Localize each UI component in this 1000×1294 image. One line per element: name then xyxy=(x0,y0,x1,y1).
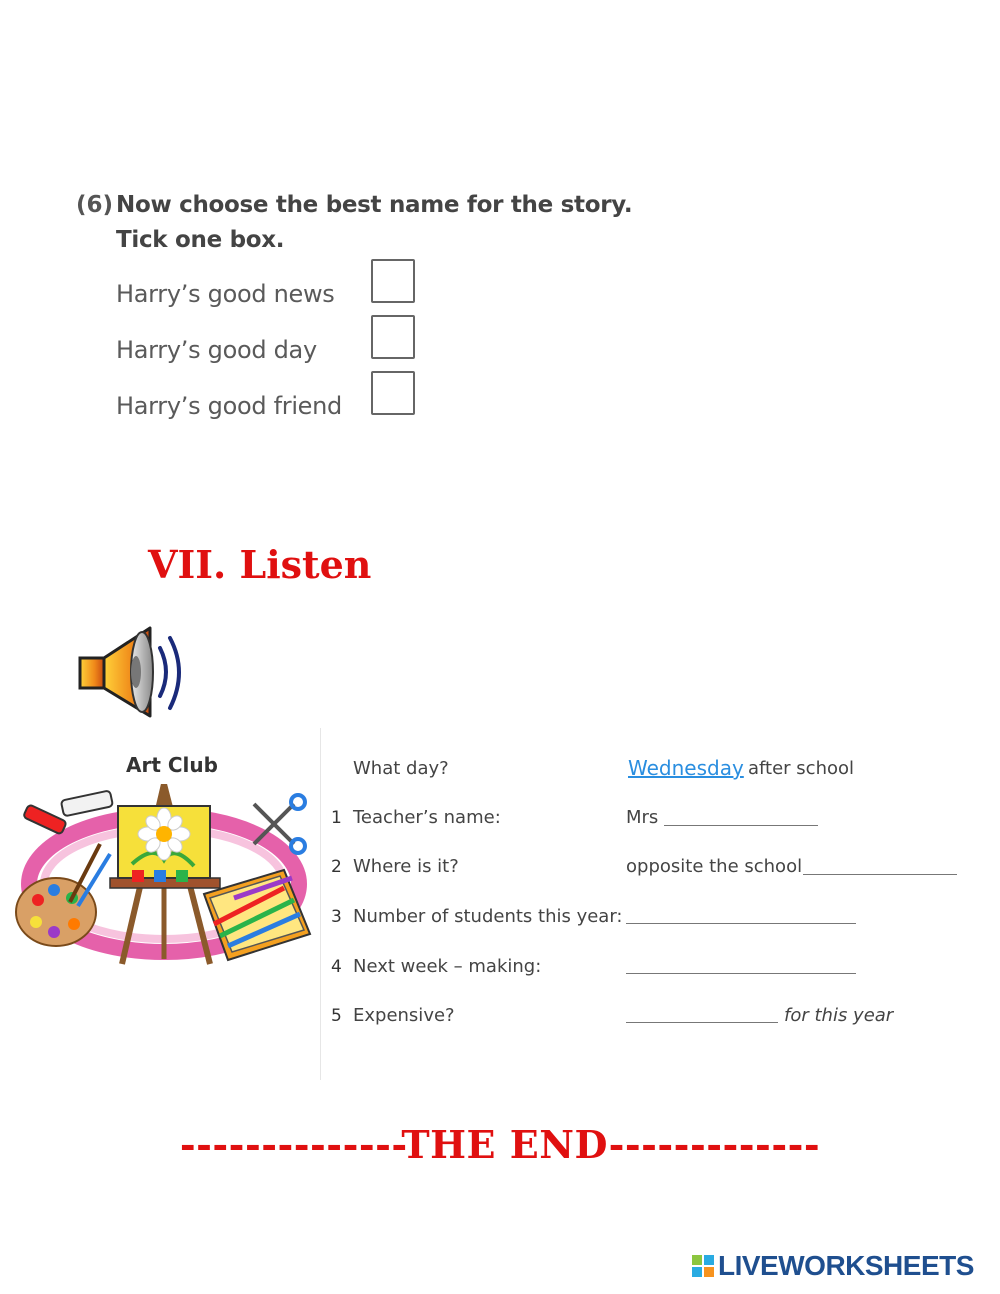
divider xyxy=(320,728,321,1080)
item-number-1: 1 xyxy=(331,808,342,828)
speaker-icon[interactable] xyxy=(76,622,191,720)
question-instruction: Tick one box. xyxy=(116,227,285,253)
example-suffix: after school xyxy=(748,758,855,779)
item-prefix-2: opposite the school xyxy=(626,856,803,877)
art-club-title: Art Club xyxy=(126,753,218,777)
question-title: Now choose the best name for the story. xyxy=(116,192,633,218)
item-label-5: Expensive? xyxy=(353,1005,455,1026)
item-label-3: Number of students this year: xyxy=(353,906,623,927)
item-prefix-1: Mrs xyxy=(626,807,659,828)
section-heading: VII. Listen xyxy=(148,542,372,587)
item-number-2: 2 xyxy=(331,857,342,877)
answer-blank-5[interactable] xyxy=(626,1022,778,1023)
art-supplies-illustration xyxy=(14,784,314,969)
option-label-3: Harry’s good friend xyxy=(116,392,342,420)
answer-blank-2[interactable] xyxy=(803,874,957,875)
example-answer: Wednesday xyxy=(628,756,744,780)
item-label-1: Teacher’s name: xyxy=(353,807,501,828)
liveworksheets-logo[interactable] xyxy=(692,1250,974,1282)
brand-name: LIVEWORKSHEETS xyxy=(718,1250,974,1281)
option-label-1: Harry’s good news xyxy=(116,280,335,308)
item-label-2: Where is it? xyxy=(353,856,459,877)
item-label-4: Next week – making: xyxy=(353,956,542,977)
item-number-5: 5 xyxy=(331,1006,342,1026)
liveworksheets-logo-icon xyxy=(692,1255,714,1277)
item-number-4: 4 xyxy=(331,957,342,977)
answer-blank-4[interactable] xyxy=(626,973,856,974)
answer-blank-1[interactable] xyxy=(664,825,818,826)
example-label: What day? xyxy=(353,758,449,779)
item-suffix-5: for this year xyxy=(784,1005,894,1026)
option-checkbox-3[interactable] xyxy=(371,371,415,415)
question-number: (6) xyxy=(76,192,114,218)
option-checkbox-1[interactable] xyxy=(371,259,415,303)
option-label-2: Harry’s good day xyxy=(116,336,317,364)
answer-blank-3[interactable] xyxy=(626,923,856,924)
option-checkbox-2[interactable] xyxy=(371,315,415,359)
end-banner: --------------THE END------------- xyxy=(179,1122,821,1167)
item-number-3: 3 xyxy=(331,907,342,927)
